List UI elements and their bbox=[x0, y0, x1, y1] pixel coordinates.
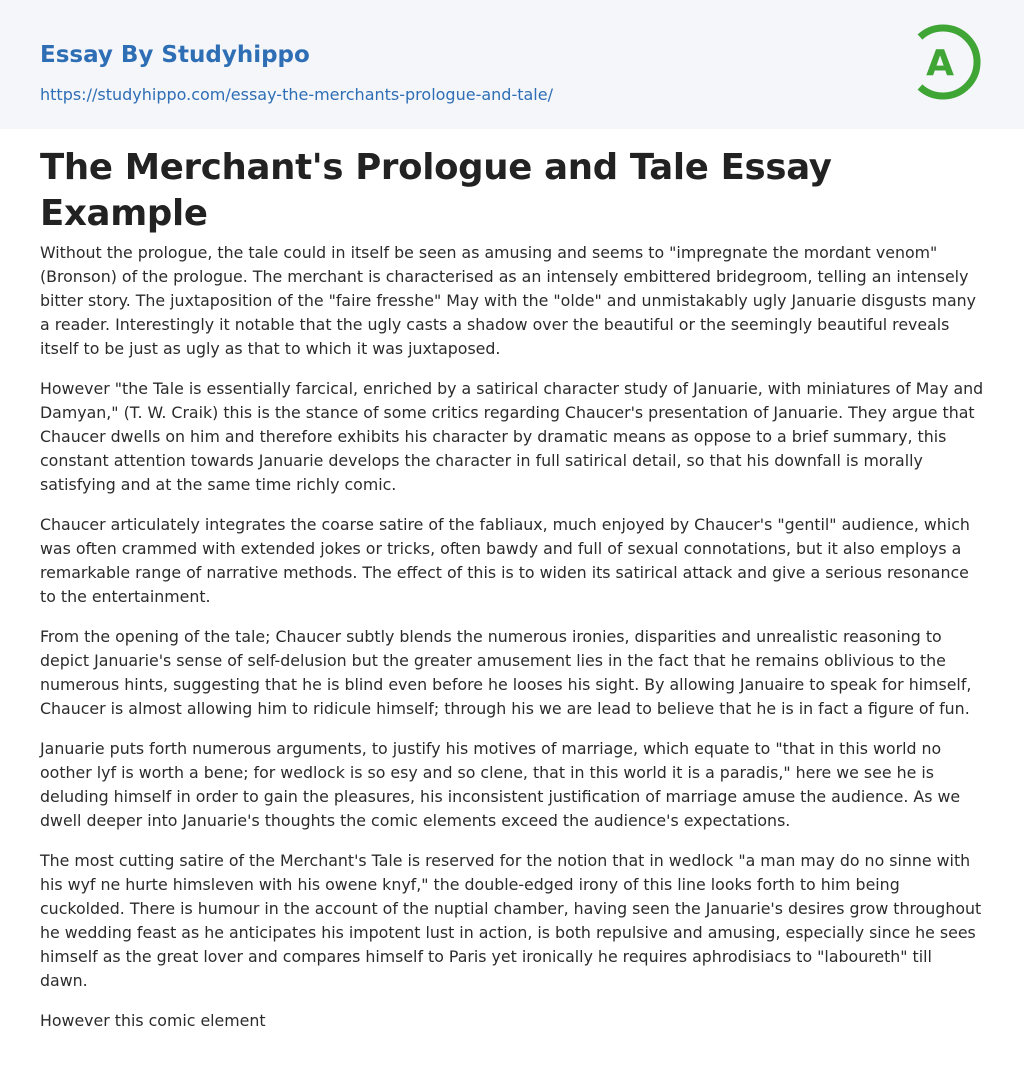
article-paragraph: Chaucer articulately integrates the coarse satire of the fabliaux, much enjoyed by Chaucer's "gentil" audience, which was often crammed with extended jokes or tricks, often bawdy and full of sexual connotations, but it also employs a remarkable range of narrative methods. The effect of this is to widen its satirical attack and give a serious resonance to the entertainment. bbox=[40, 515, 970, 606]
page-title: The Merchant's Prologue and Tale Essay Example bbox=[40, 147, 832, 234]
article-paragraph-truncated: However this comic element bbox=[40, 1011, 266, 1030]
article-paragraph: Without the prologue, the tale could in itself be seen as amusing and seems to "impregnate the mordant venom" (Bronson) of the prologue. The merchant is characterised as an intensely embittered bridegroom, telling an intensely bitter story. The juxtaposition of the "faire fresshe" May with the "olde" and unmistakably ugly Januarie disgusts many a reader. Interestingly it notable that the ugly casts a shadow over the beautiful or the seemingly beautiful reveals itself to be just as ugly as that to which it was juxtaposed. bbox=[40, 243, 977, 358]
site-header bbox=[0, 0, 1024, 129]
article-paragraph: Januarie puts forth numerous arguments, to justify his motives of marriage, which equate to "that in this world no oother lyf is worth a bene; for wedlock is so esy and so clene, that in this world it is a paradis," here we see he is deluding himself in order to gain the pleasures, his inconsistent justification of marriage amuse the audience. As we dwell deeper into Januarie's thoughts the comic elements exceed the audience's expectations. bbox=[40, 739, 961, 830]
logo-letter: A bbox=[926, 43, 954, 84]
article-paragraph: From the opening of the tale; Chaucer subtly blends the numerous ironies, disparities and unrealistic reasoning to depict Januarie's sense of self-delusion but the greater amusement lies in the fact that he remains oblivious to the numerous hints, suggesting that he is blind even before he looses his sight. By allowing Januaire to speak for himself, Chaucer is almost allowing him to ridicule himself; through his we are lead to believe that he is in fact a figure of fun. bbox=[40, 627, 972, 718]
essay-url-link[interactable]: https://studyhippo.com/essay-the-merchants-prologue-and-tale/ bbox=[40, 85, 553, 104]
site-brand[interactable]: Essay By Studyhippo bbox=[40, 42, 310, 68]
studyhippo-logo-icon[interactable] bbox=[912, 19, 986, 105]
article-paragraph: However "the Tale is essentially farcical, enriched by a satirical character study of Januarie, with miniatures of May and Damyan," (T. W. Craik) this is the stance of some critics regarding Chaucer's presentation of Januarie. They argue that Chaucer dwells on him and therefore exhibits his character by dramatic means as oppose to a brief summary, this constant attention towards Januarie develops the character in full satirical detail, so that his downfall is morally satisfying and at the same time richly comic. bbox=[40, 379, 984, 494]
article bbox=[0, 129, 1024, 1033]
article-paragraph: The most cutting satire of the Merchant's Tale is reserved for the notion that in wedlock "a man may do no sinne with his wyf ne hurte himsleven with his owene knyf," the double-edged irony of this line looks forth to him being cuckolded. There is humour in the account of the nuptial chamber, having seen the Januarie's desires grow throughout he wedding feast as he anticipates his impotent lust in action, is both repulsive and amusing, especially since he sees himself as the great lover and compares himself to Paris yet ironically he requires aphrodisiacs to "laboureth" till dawn. bbox=[40, 851, 982, 990]
